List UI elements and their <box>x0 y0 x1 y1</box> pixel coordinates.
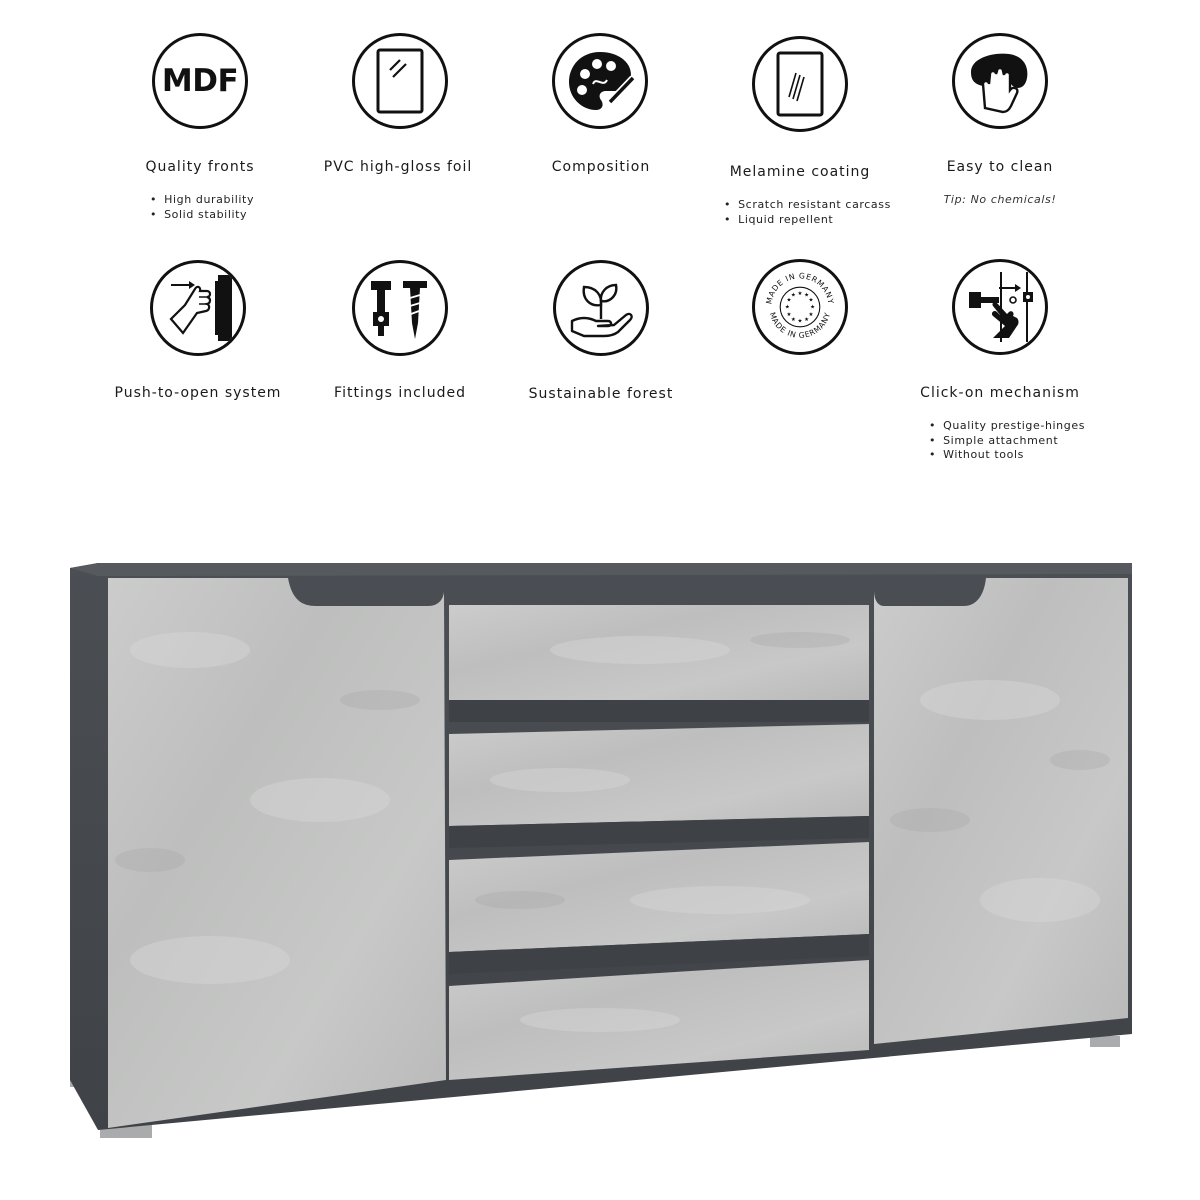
svg-text:★: ★ <box>808 297 814 304</box>
palette-icon <box>552 33 648 129</box>
bullet-item: • Liquid repellent <box>724 213 891 228</box>
push-to-open-title: Push-to-open system <box>114 385 282 401</box>
sideboard-top <box>70 563 1132 576</box>
drawer-1-handle-gap <box>449 700 869 722</box>
svg-text:★: ★ <box>804 292 810 299</box>
made-in-germany-seal-icon <box>752 259 848 355</box>
bullet-item: • Without tools <box>929 448 1085 463</box>
scratched-panel-icon <box>752 36 848 132</box>
melamine-title: Melamine coating <box>729 164 871 180</box>
quality-fronts-bullets <box>150 193 254 222</box>
bullet-item: • Solid stability <box>150 208 254 223</box>
fittings-title: Fittings included <box>334 385 466 401</box>
pvc-foil-title: PVC high-gloss foil <box>323 159 473 175</box>
sustainable-title: Sustainable forest <box>528 386 674 402</box>
feature-click-on <box>880 259 1120 355</box>
melamine-bullets <box>724 198 891 227</box>
feature-easy-clean <box>880 33 1120 129</box>
click-on-bullets <box>929 419 1085 463</box>
sideboard-foot <box>1090 1036 1120 1047</box>
wiping-hand-icon <box>952 33 1048 129</box>
svg-text:★: ★ <box>797 318 803 325</box>
svg-text:★: ★ <box>784 304 790 311</box>
svg-text:★: ★ <box>786 297 792 304</box>
fittings-icon <box>352 260 448 356</box>
bullet-item: • High durability <box>150 193 254 208</box>
mdf-icon <box>152 33 248 129</box>
quality-fronts-title: Quality fronts <box>145 159 255 175</box>
bullet-item: • Quality prestige-hinges <box>929 419 1085 434</box>
svg-text:MADE IN GERMANY: MADE IN GERMANY <box>764 271 836 305</box>
svg-text:★: ★ <box>790 292 796 299</box>
svg-text:★: ★ <box>786 311 792 318</box>
composition-title: Composition <box>551 159 651 175</box>
easy-clean-title: Easy to clean <box>946 159 1054 175</box>
glossy-panel-icon <box>352 33 448 129</box>
svg-text:★: ★ <box>797 290 803 297</box>
hinge-icon <box>952 259 1048 355</box>
click-on-title: Click-on mechanism <box>920 385 1080 401</box>
bullet-item: • Simple attachment <box>929 434 1085 449</box>
mdf-icon-text: MDF <box>161 63 239 99</box>
svg-text:★: ★ <box>810 304 816 311</box>
sideboard-image <box>0 540 1200 1160</box>
svg-text:MADE IN GERMANY: MADE IN GERMANY <box>767 311 833 340</box>
svg-text:★: ★ <box>808 311 814 318</box>
push-hand-icon <box>150 260 246 356</box>
bullet-item: • Scratch resistant carcass <box>724 198 891 213</box>
svg-text:★: ★ <box>804 316 810 323</box>
svg-text:★: ★ <box>790 316 796 323</box>
plant-hand-icon <box>553 260 649 356</box>
easy-clean-tip: Tip: No chemicals! <box>943 193 1057 206</box>
